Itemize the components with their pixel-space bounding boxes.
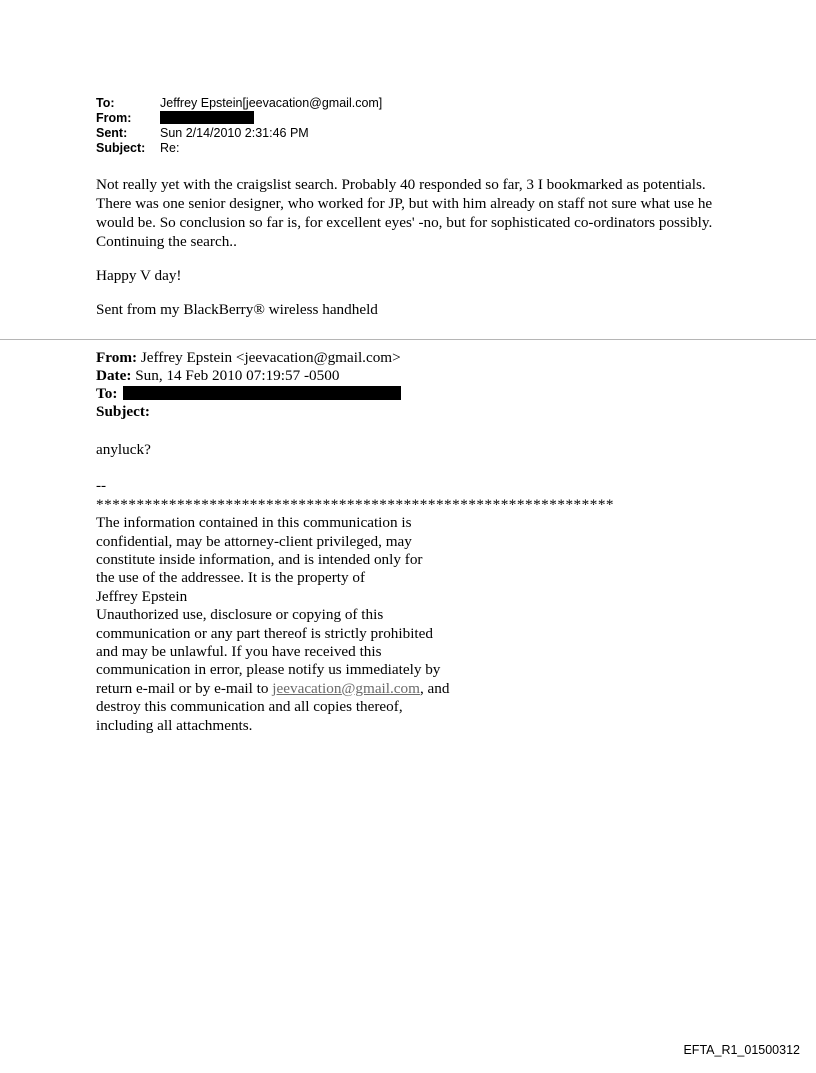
reply-body	[96, 175, 716, 319]
to-label: To:	[96, 96, 115, 110]
original-subject-label: Subject:	[96, 403, 150, 420]
to-value: Jeffrey Epstein[jeevacation@gmail.com]	[160, 96, 383, 110]
original-date-row	[96, 367, 401, 385]
header-to-row	[96, 96, 382, 111]
original-date-label: Date:	[96, 367, 132, 384]
disclaimer-line: including all attachments.	[96, 716, 253, 734]
disclaimer-line: the use of the addressee. It is the property of	[96, 569, 366, 587]
original-from-row	[96, 349, 401, 367]
subject-value: Re:	[160, 141, 180, 155]
original-to-label: To:	[96, 385, 118, 402]
original-date-value: Sun, 14 Feb 2010 07:19:57 -0500	[131, 367, 340, 384]
signature-dash: --	[96, 477, 107, 495]
disclaimer-line: confidential, may be attorney-client privileged, may	[96, 532, 412, 550]
document-id: EFTA_R1_01500312	[683, 1043, 800, 1057]
header-sent-row	[96, 126, 382, 141]
disclaimer-line: communication in error, please notify us immediately by	[96, 661, 441, 679]
header-subject-row	[96, 141, 382, 156]
disclaimer-line: Unauthorized use, disclosure or copying of this	[96, 606, 384, 624]
email-header	[96, 96, 382, 156]
original-from-label: From:	[96, 349, 138, 366]
original-from-value: Jeffrey Epstein <jeevacation@gmail.com>	[137, 349, 401, 366]
disclaimer-line: Jeffrey Epstein	[96, 587, 188, 605]
sent-value: Sun 2/14/2010 2:31:46 PM	[160, 126, 309, 140]
reply-signature: Sent from my BlackBerry® wireless handheld	[96, 301, 378, 318]
disclaimer-line: communication or any part thereof is strictly prohibited	[96, 624, 433, 642]
original-body	[96, 441, 656, 735]
disclaimer-line: and may be unlawful. If you have received this	[96, 643, 382, 661]
disclaimer-text: return e-mail or by e-mail to	[96, 679, 273, 697]
original-message: anyluck?	[96, 441, 151, 458]
original-to-row	[96, 385, 401, 403]
reply-paragraph: Not really yet with the craigslist search. Probably 40 responded so far, 3 I bookmarked as potentials. There was one senior designer, who worked for JP, but with him already on staff not sure what use he would be. So conclusion so far is, for excellent eyes' -no, but for sophisticated co-ordinators possibly. Continuing the search..	[96, 176, 713, 250]
disclaimer-line: destroy this communication and all copies thereof,	[96, 698, 403, 716]
subject-label: Subject:	[96, 141, 146, 155]
divider	[0, 339, 816, 340]
original-header	[96, 349, 401, 421]
disclaimer-line: The information contained in this communication is	[96, 514, 412, 532]
header-from-row	[96, 111, 382, 126]
disclaimer-line: constitute inside information, and is intended only for	[96, 551, 423, 569]
email-link[interactable]: jeevacation@gmail.com	[272, 679, 420, 697]
reply-greeting: Happy V day!	[96, 267, 182, 284]
disclaimer-text: , and	[419, 679, 450, 697]
from-label: From:	[96, 111, 132, 125]
redaction-bar	[123, 386, 401, 400]
disclaimer-link-line	[96, 680, 656, 698]
redaction-bar	[160, 111, 254, 124]
signature-stars: ****************************************************************	[96, 495, 614, 513]
original-subject-row	[96, 403, 401, 421]
sent-label: Sent:	[96, 126, 128, 140]
